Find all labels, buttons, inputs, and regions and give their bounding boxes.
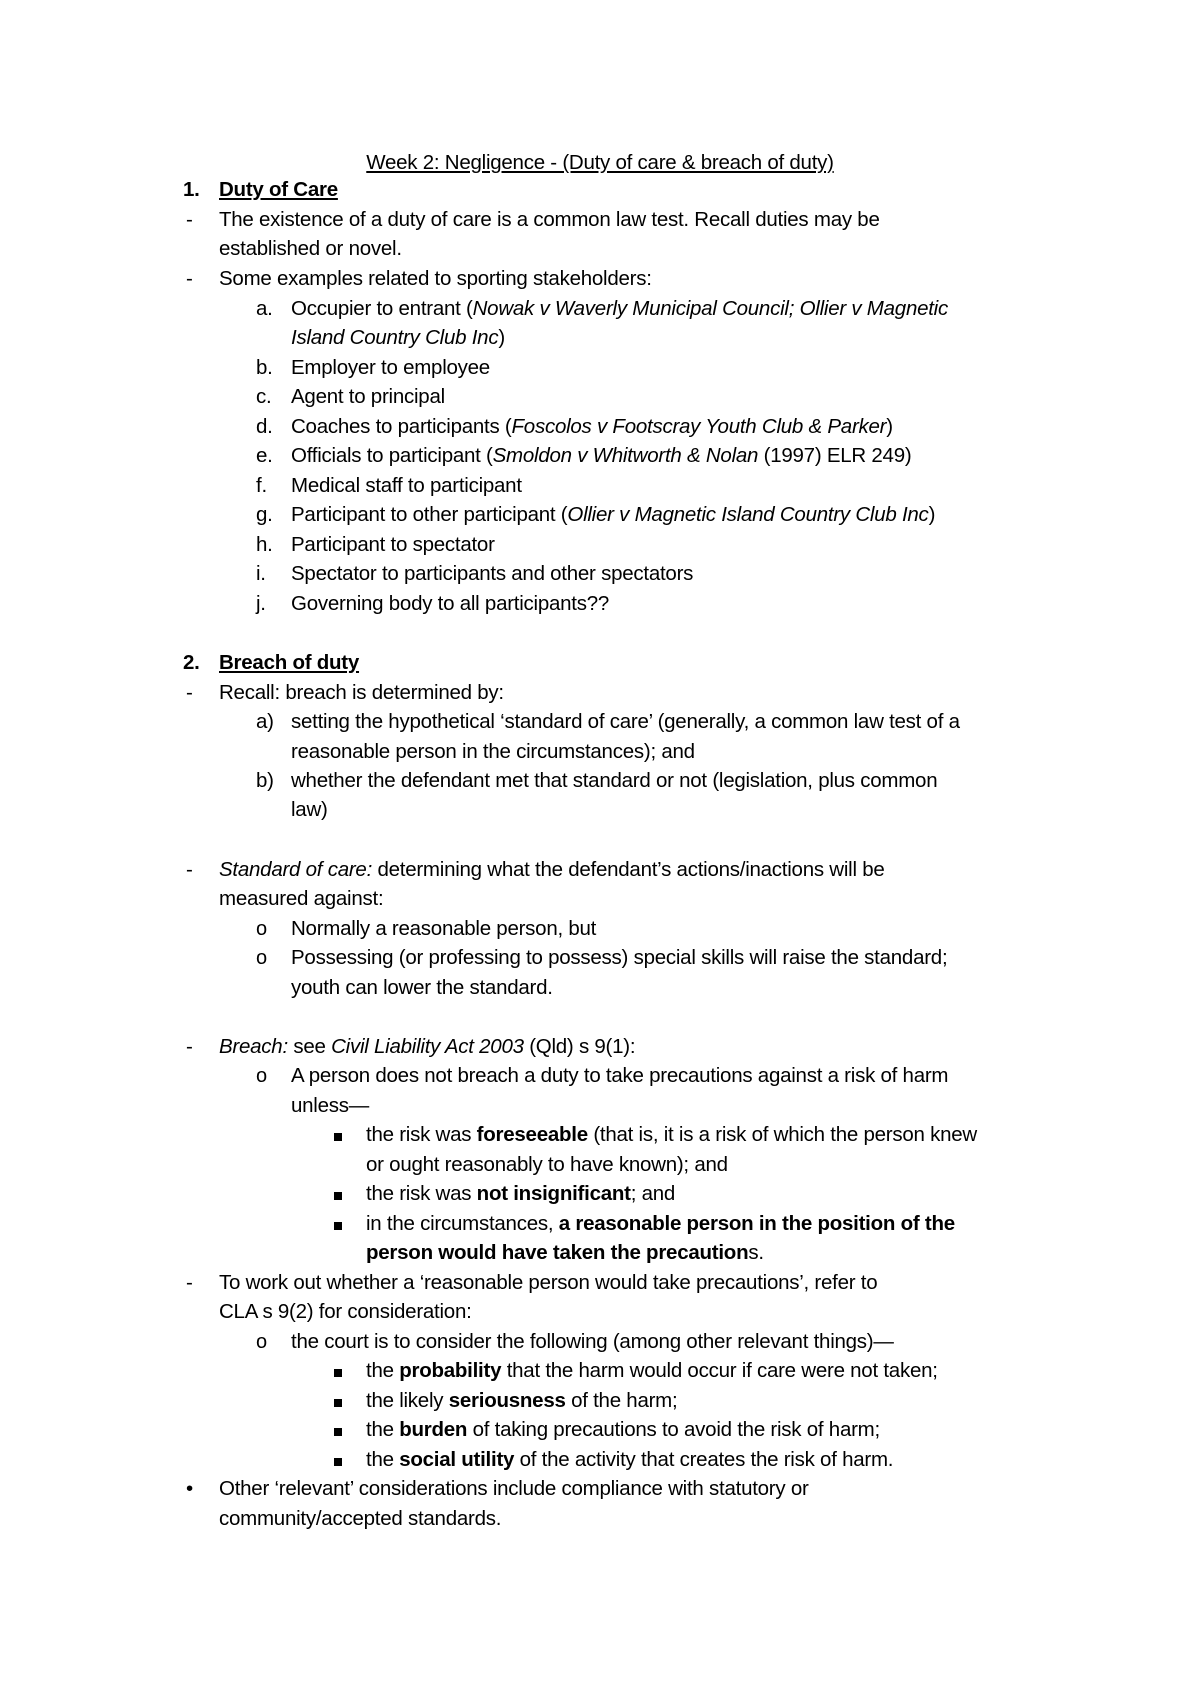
list-marker: j. (256, 592, 266, 615)
standard-of-care-line-2: measured against: (219, 887, 384, 910)
example-d: Coaches to participants (Foscolos v Footscray Youth Club & Parker) (291, 415, 893, 438)
workout-line-1: To work out whether a ‘reasonable person would take precautions’, refer to (219, 1271, 878, 1294)
list-marker: b. (256, 356, 273, 379)
case-name: Smoldon v Whitworth & Nolan (492, 444, 759, 467)
circle-marker: o (256, 947, 267, 969)
section-2-number: 2. (183, 651, 200, 674)
breach-condition-3-cont: person would have taken the precautions. (366, 1241, 764, 1264)
example-j: Governing body to all participants?? (291, 592, 610, 615)
workout-line-2: CLA s 9(2) for consideration: (219, 1300, 472, 1323)
square-bullet (334, 1417, 342, 1443)
circle-marker: o (256, 918, 267, 940)
list-marker: c. (256, 385, 272, 408)
breach-label: Breach: (219, 1035, 288, 1058)
list-marker: a) (256, 710, 274, 733)
example-i: Spectator to participants and other spectators (291, 562, 694, 585)
circle-marker: o (256, 1065, 267, 1087)
dash-marker: - (186, 1271, 193, 1294)
dash-marker: - (186, 858, 193, 881)
breach-condition-1-cont: or ought reasonably to have known); and (366, 1153, 728, 1176)
breach-condition-3: in the circumstances, a reasonable person in the position of the (366, 1212, 955, 1235)
duty-point-line-2: established or novel. (219, 237, 402, 260)
breach-condition-2: the risk was not insignificant; and (366, 1182, 676, 1205)
circle-marker: o (256, 1331, 267, 1353)
list-marker: i. (256, 562, 266, 585)
square-bullet (334, 1388, 342, 1414)
round-bullet: • (186, 1477, 193, 1500)
example-a-cont: Island Country Club Inc) (291, 326, 505, 349)
case-name: Ollier v Magnetic Island Country Club Inc (567, 503, 929, 526)
example-b: Employer to employee (291, 356, 490, 379)
other-considerations-line-1: Other ‘relevant’ considerations include compliance with statutory or (219, 1477, 809, 1500)
square-bullet (334, 1181, 342, 1207)
breach-recall: Recall: breach is determined by: (219, 681, 504, 704)
list-marker: g. (256, 503, 273, 526)
recall-item-b-line-1: whether the defendant met that standard or not (legislation, plus common (291, 769, 938, 792)
list-marker: b) (256, 769, 274, 792)
section-2-heading: Breach of duty (219, 651, 360, 674)
example-g: Participant to other participant (Ollier v Magnetic Island Country Club Inc) (291, 503, 936, 526)
factor-burden: the burden of taking precautions to avoid the risk of harm; (366, 1418, 880, 1441)
list-marker: h. (256, 533, 273, 556)
recall-item-a-line-2: reasonable person in the circumstances); and (291, 740, 695, 763)
list-marker: a. (256, 297, 273, 320)
standard-item-2-cont: youth can lower the standard. (291, 976, 553, 999)
section-1-heading: Duty of Care (219, 178, 338, 201)
recall-item-a-line-1: setting the hypothetical ‘standard of care’ (generally, a common law test of a (291, 710, 960, 733)
breach-statute-line: Breach: see Civil Liability Act 2003 (Qld) s 9(1): (219, 1035, 636, 1058)
duty-examples-intro: Some examples related to sporting stakeholders: (219, 267, 652, 290)
breach-sub-line-1: A person does not breach a duty to take precautions against a risk of harm (291, 1064, 949, 1087)
recall-item-b-line-2: law) (291, 798, 328, 821)
dash-marker: - (186, 208, 193, 231)
case-name: Island Country Club Inc (291, 326, 499, 349)
standard-of-care-label: Standard of care: (219, 858, 373, 881)
square-bullet (334, 1447, 342, 1473)
page-title: Week 2: Negligence - (Duty of care & breach of duty) (366, 151, 834, 174)
standard-item-2: Possessing (or professing to possess) special skills will raise the standard; (291, 946, 948, 969)
dash-marker: - (186, 681, 193, 704)
example-a: Occupier to entrant (Nowak v Waverly Municipal Council; Ollier v Magnetic (291, 297, 948, 320)
example-e: Officials to participant (Smoldon v Whitworth & Nolan (1997) ELR 249) (291, 444, 912, 467)
case-name: Foscolos v Footscray Youth Club & Parker (511, 415, 887, 438)
other-considerations-line-2: community/accepted standards. (219, 1507, 502, 1530)
list-marker: d. (256, 415, 273, 438)
duty-point-line-1: The existence of a duty of care is a common law test. Recall duties may be (219, 208, 880, 231)
workout-sub: the court is to consider the following (among other relevant things)— (291, 1330, 894, 1353)
breach-sub-line-2: unless— (291, 1094, 370, 1117)
dash-marker: - (186, 1035, 193, 1058)
list-marker: f. (256, 474, 267, 497)
square-bullet (334, 1358, 342, 1384)
example-c: Agent to principal (291, 385, 445, 408)
standard-of-care-line-1: Standard of care: determining what the defendant’s actions/inactions will be (219, 858, 885, 881)
section-1-number: 1. (183, 178, 200, 201)
square-bullet (334, 1211, 342, 1237)
example-f: Medical staff to participant (291, 474, 522, 497)
breach-condition-1: the risk was foreseeable (that is, it is a risk of which the person knew (366, 1123, 977, 1146)
factor-seriousness: the likely seriousness of the harm; (366, 1389, 678, 1412)
example-h: Participant to spectator (291, 533, 495, 556)
square-bullet (334, 1122, 342, 1148)
factor-social-utility: the social utility of the activity that creates the risk of harm. (366, 1448, 894, 1471)
standard-item-1: Normally a reasonable person, but (291, 917, 597, 940)
act-name: Civil Liability Act 2003 (331, 1035, 524, 1058)
case-name: Nowak v Waverly Municipal Council; Ollier v Magnetic (472, 297, 948, 320)
factor-probability: the probability that the harm would occur if care were not taken; (366, 1359, 938, 1382)
list-marker: e. (256, 444, 273, 467)
dash-marker: - (186, 267, 193, 290)
